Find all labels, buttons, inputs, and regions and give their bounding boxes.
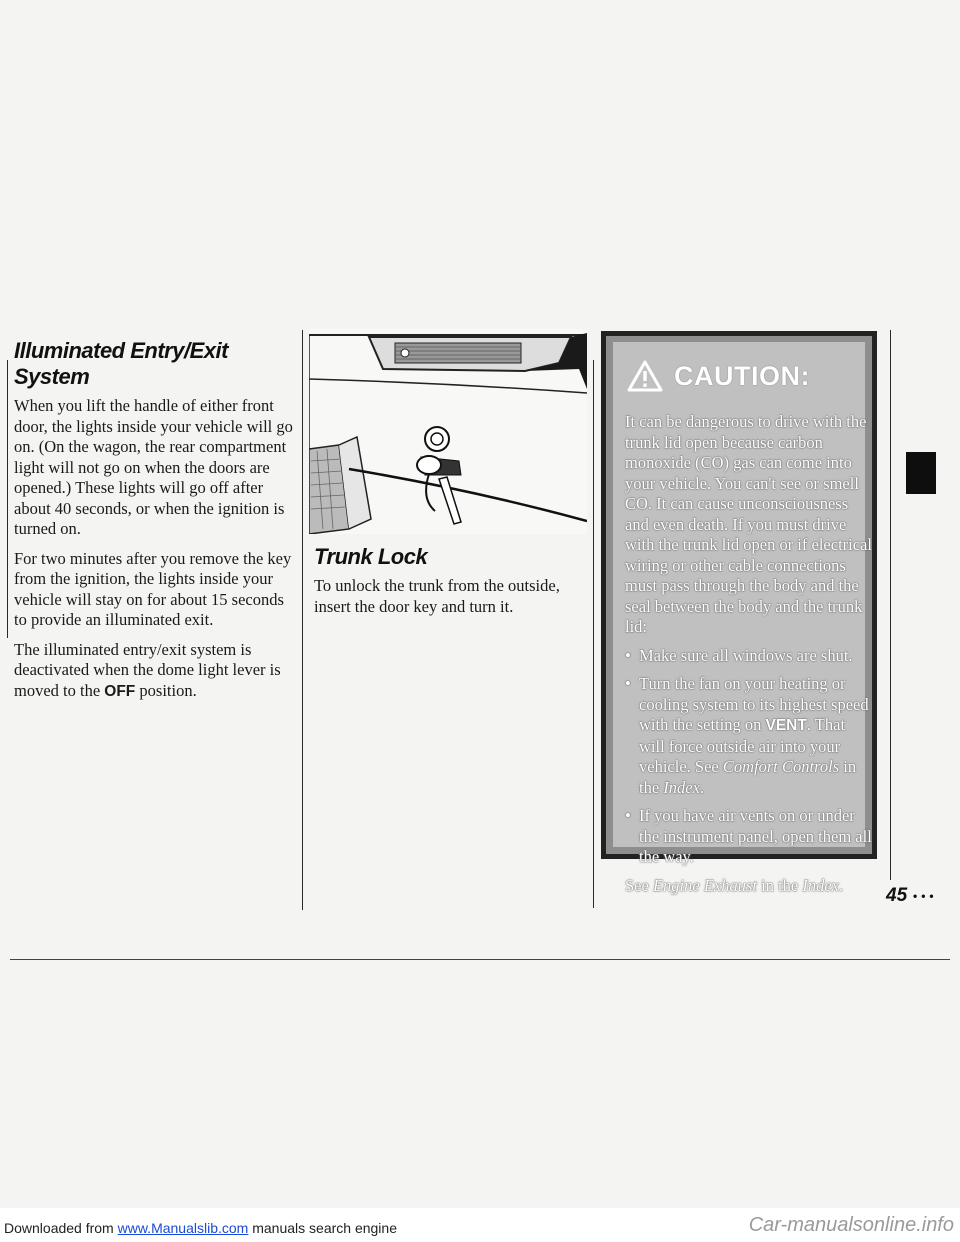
caution-header [626, 354, 810, 398]
vent-label: VENT [765, 717, 807, 734]
trunk-lock-section [314, 544, 594, 626]
text-run: in the [756, 875, 803, 895]
caution-list [625, 646, 873, 868]
page-bottom-rule [10, 959, 950, 960]
manualslib-link[interactable]: www.Manualslib.com [117, 1220, 249, 1236]
column-rule-center [302, 330, 303, 910]
footer-suffix: manuals search engine [248, 1220, 397, 1236]
trunk-lock-illustration [309, 329, 587, 534]
text-run: . [699, 777, 705, 797]
text-run: position. [135, 680, 197, 700]
download-notice [4, 1220, 397, 1236]
section-heading: Trunk Lock [314, 544, 428, 569]
index-reference: Index [802, 875, 840, 895]
section-heading: Illuminated Entry/Exit System [14, 338, 228, 389]
caution-box [601, 331, 877, 895]
text-run: . [839, 875, 844, 895]
list-item: • If you have air vents on or under the instrument panel, open them all the way. [625, 806, 873, 868]
text-run: . That will force outside air into your vehicle. See [639, 715, 846, 776]
column-rule-left [7, 360, 8, 638]
paragraph: To unlock the trunk from the outside, insert the door key and turn it. [314, 576, 560, 616]
caution-panel [613, 342, 872, 895]
column-rule-right [593, 360, 594, 908]
paragraph: When you lift the handle of either front door, the lights inside your vehicle will go on. (On the wagon, the rear compartment light will not go on when the doors are opened.) These lights will go off after about 40 seconds, or when the ignition is turned on. [14, 396, 293, 538]
warning-triangle-icon [626, 359, 664, 393]
caution-title: CAUTION: [674, 360, 810, 391]
caution-text [625, 412, 873, 904]
caution-see-also [625, 876, 873, 897]
caution-intro: It can be dangerous to drive with the trunk lid open because carbon monoxide (CO) gas can come into your vehicle. You can't see or smell CO. It can cause unconsciousness and even death. If you must drive with the trunk lid open or if electrical wiring or other cable connections must pass through the body and the seal between the body and the trunk lid: [625, 412, 872, 636]
footer-prefix: Downloaded from [4, 1220, 118, 1236]
reference-title: Comfort Controls [722, 757, 840, 776]
text-run: in the [639, 757, 857, 797]
off-label: OFF [104, 682, 136, 700]
section-tab-marker [906, 452, 936, 494]
paragraph: For two minutes after you remove the key from the ignition, the lights inside your vehicle will stay on for about 15 seconds to provide an illuminated exit. [14, 548, 292, 629]
trunk-key-drawing [309, 329, 587, 534]
column-rule-edge [890, 330, 891, 880]
illuminated-entry-section [14, 338, 294, 711]
page-number: 45 [886, 885, 908, 906]
text-run: See [625, 875, 653, 895]
watermark-text: Car-manualsonline.info [748, 1214, 954, 1236]
list-item: • Make sure all windows are shut. [625, 646, 873, 667]
text-run: The illuminated entry/exit system is deactivated when the dome light lever is moved to the [14, 639, 281, 700]
index-reference: Index [663, 777, 700, 797]
reference-title: Engine Exhaust [652, 875, 757, 895]
text-run: Turn the fan on your heating or cooling system to its highest speed with the setting on [639, 674, 869, 734]
list-item [625, 674, 873, 798]
page-dots: ••• [913, 889, 938, 903]
paragraph [14, 640, 294, 703]
